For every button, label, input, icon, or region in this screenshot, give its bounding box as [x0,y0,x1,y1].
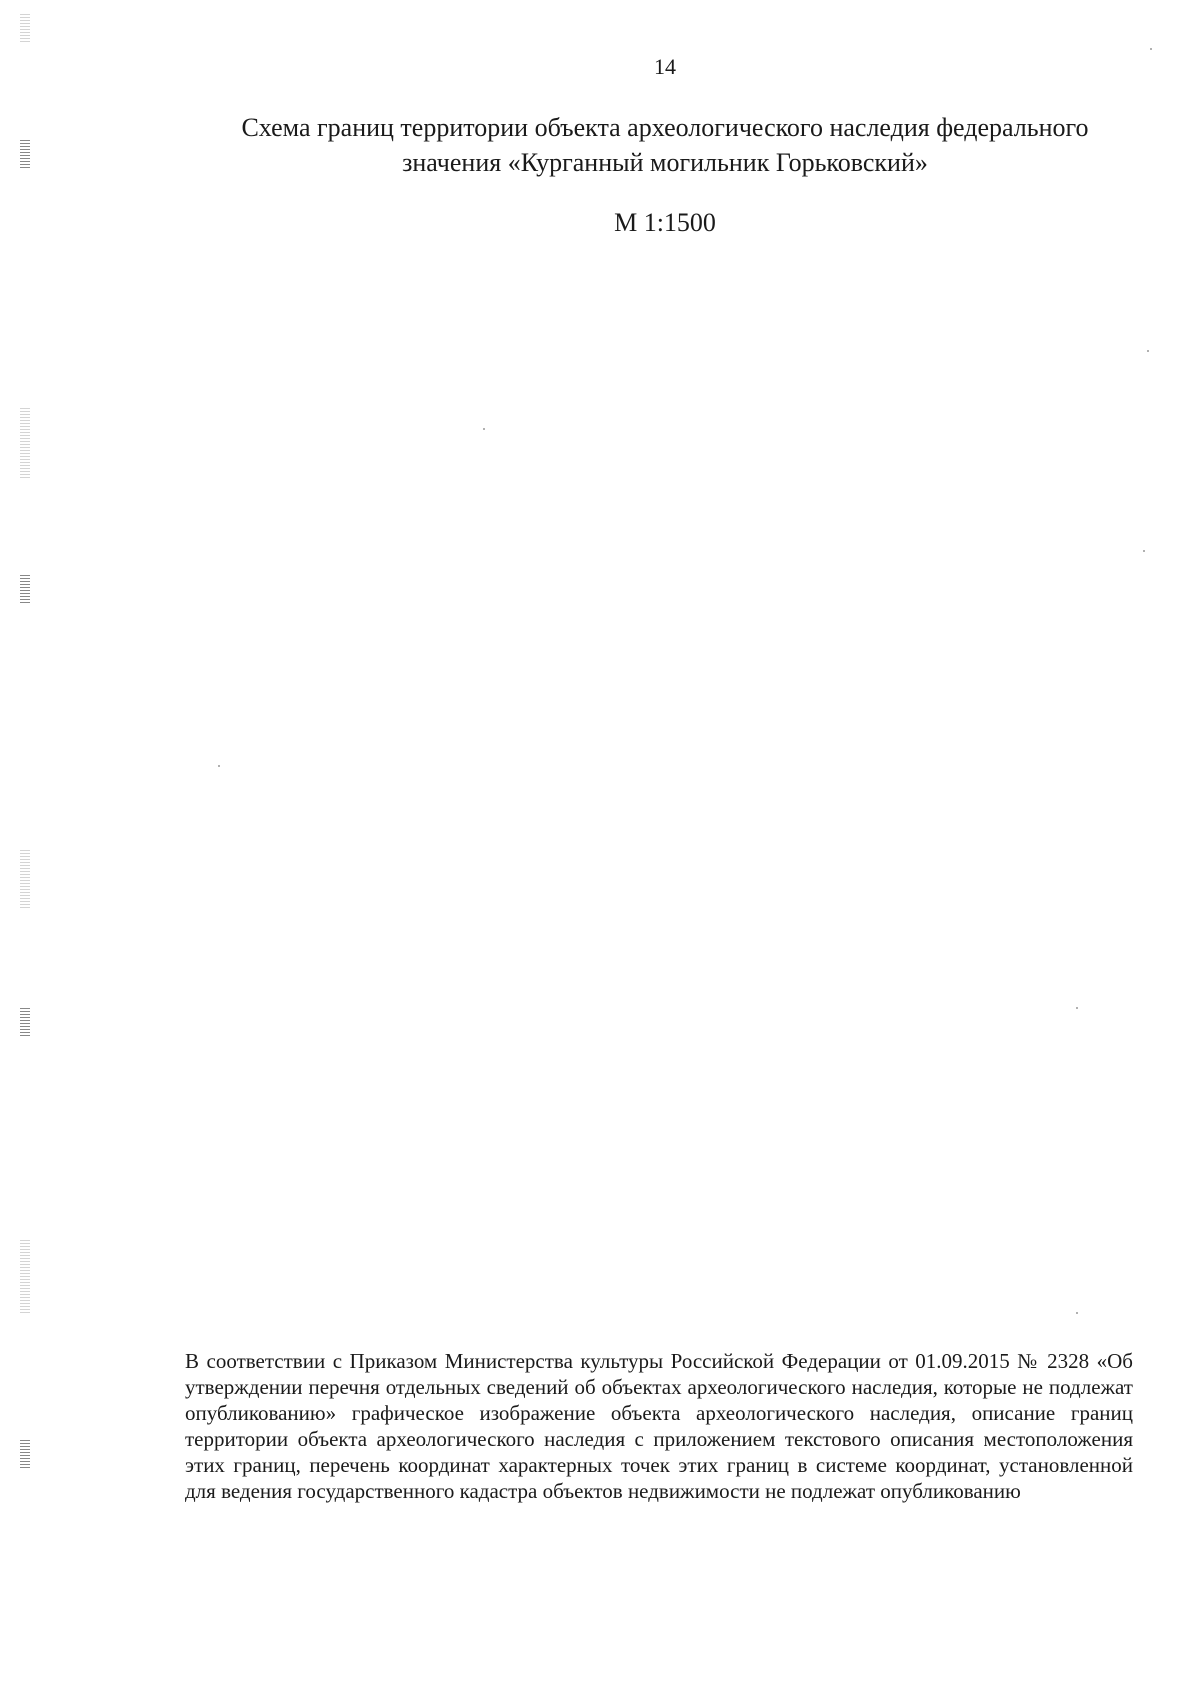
scan-artifact [20,14,30,44]
scan-speck [483,428,485,430]
document-title [180,110,1150,180]
scan-speck [1076,1007,1078,1009]
page-number: 14 [654,54,676,79]
scan-speck [218,765,220,767]
scan-speck [1150,48,1152,50]
scan-artifact [20,1440,30,1470]
scan-artifact [20,408,30,478]
scan-artifact [20,575,30,605]
title-line: значения «Курганный могильник Горьковский» [402,148,928,177]
scan-speck [1147,350,1149,352]
scan-speck [1143,550,1145,552]
publication-notice: В соответствии с Приказом Министерства культуры Российской Федерации от 01.09.2015 № 2328 «Об утверждении перечня отдельных сведений об объектах археологического наследия, которые не подлежат опубликованию» графическое изображение объекта археологического наследия, описание границ территории объекта археологического наследия с приложением текстового описания местоположения этих границ, перечень координат характерных точек этих границ в системе координат, установленной для ведения государственного кадастра объектов недвижимости не подлежат опубликованию [185,1349,1133,1503]
scan-speck [1076,1312,1078,1314]
scan-artifact [20,850,30,910]
scan-artifact [20,140,30,170]
scan-artifact [20,1008,30,1038]
map-scale: М 1:1500 [614,208,716,237]
scan-artifact [20,1240,30,1315]
title-line: Схема границ территории объекта археологического наследия федерального [241,113,1089,142]
